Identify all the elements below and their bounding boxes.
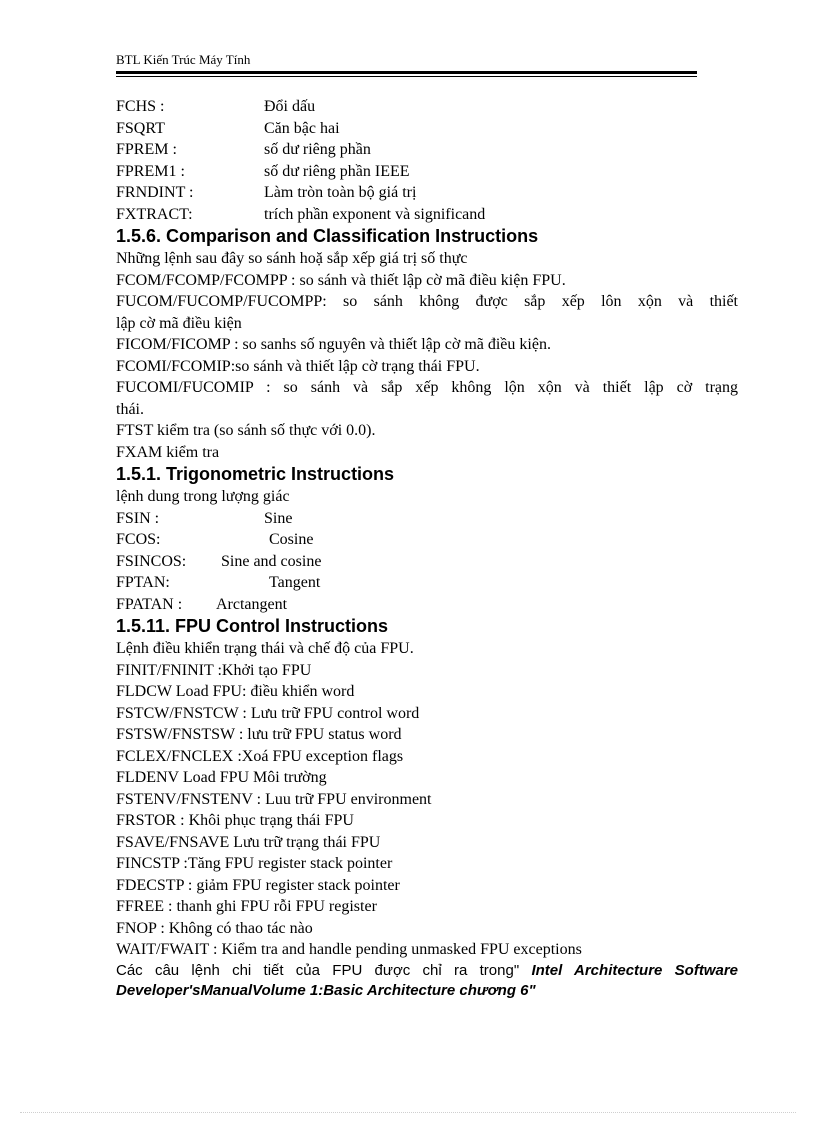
- list-item: FRNDINT : Làm tròn toàn bộ giá trị: [116, 184, 417, 201]
- list-item: FPREM1 : số dư riêng phần IEEE: [116, 162, 410, 180]
- section-heading-comparison: 1.5.6. Comparison and Classification Instructions: [116, 226, 539, 246]
- list-item: FPREM : số dư riêng phần: [116, 141, 371, 158]
- list-item: Lệnh điều khiển trạng thái và chế độ của FPU.: [116, 640, 414, 657]
- list-item: FSQRT Căn bậc hai: [116, 119, 340, 137]
- paragraph: lập cờ mã điều kiện: [116, 314, 242, 332]
- list-item: FSINCOS: Sine and cosine: [116, 552, 322, 570]
- list-item: FINIT/FNINIT :Khởi tạo FPU: [116, 661, 312, 679]
- list-item: FINCSTP :Tăng FPU register stack pointer: [116, 855, 393, 872]
- list-item: FSAVE/FNSAVE Lưu trữ trạng thái FPU: [116, 833, 381, 851]
- list-item: FRSTOR : Khôi phục trạng thái FPU: [116, 812, 354, 829]
- header-rule-thin: [116, 76, 697, 77]
- list-item: FSIN : Sine: [116, 509, 293, 527]
- footer-divider: [20, 1112, 796, 1113]
- closing-paragraph-cont: [116, 981, 738, 1001]
- paragraph: Những lệnh sau đây so sánh hoặ sắp xếp giá trị số thực: [116, 250, 468, 267]
- list-item: FCOS: Cosine: [116, 531, 314, 548]
- list-item: FLDCW Load FPU: điều khiển word: [116, 683, 355, 700]
- list-item: FPTAN: Tangent: [116, 574, 321, 591]
- paragraph: FUCOM/FUCOMP/FUCOMPP: so sánh không được sắp xếp lôn xộn và thiết: [116, 293, 738, 310]
- closing-paragraph: Các câu lệnh chi tiết của FPU được chỉ ra trong" Intel Architecture Software: [116, 961, 739, 979]
- list-item: FFREE : thanh ghi FPU rỗi FPU register: [116, 898, 377, 915]
- manual-reference-cont: Developer'sManualVolume 1:Basic Architecture chương 6": [116, 981, 536, 999]
- list-item: FPATAN : Arctangent: [116, 595, 288, 613]
- list-item: WAIT/FWAIT : Kiểm tra and handle pending unmasked FPU exceptions: [116, 941, 582, 958]
- list-item: FCLEX/FNCLEX :Xoá FPU exception flags: [116, 747, 404, 765]
- list-item: FDECSTP : giảm FPU register stack pointer: [116, 876, 400, 894]
- manual-reference: Intel Architecture Software: [531, 961, 739, 979]
- list-item: FXTRACT: trích phần exponent và significand: [116, 205, 486, 223]
- list-item: FSTCW/FNSTCW : Lưu trữ FPU control word: [116, 704, 420, 722]
- paragraph: thái.: [116, 400, 144, 418]
- list-item: FNOP : Không có thao tác nào: [116, 919, 313, 937]
- paragraph: FCOMI/FCOMIP:so sánh và thiết lập cờ trạng thái FPU.: [116, 357, 480, 375]
- list-item: FCHS : Đổi dấu: [116, 98, 316, 115]
- paragraph: FCOM/FCOMP/FCOMPP : so sánh và thiết lập cờ mã điều kiện FPU.: [116, 271, 566, 289]
- document-body: [116, 96, 738, 1001]
- list-item: FLDENV Load FPU Môi trường: [116, 769, 327, 786]
- section-heading-fpu-control: 1.5.11. FPU Control Instructions: [116, 616, 389, 636]
- paragraph: FTST kiểm tra (so sánh số thực với 0.0).: [116, 422, 376, 439]
- paragraph: FXAM kiểm tra: [116, 443, 220, 461]
- paragraph: FUCOMI/FUCOMIP : so sánh và sắp xếp không lộn xộn và thiết lập cờ trạng: [116, 379, 738, 396]
- list-item: FSTENV/FNSTENV : Luu trữ FPU environment: [116, 790, 432, 808]
- paragraph: FICOM/FICOMP : so sanhs số nguyên và thiết lập cờ mã điều kiện.: [116, 336, 551, 353]
- header-title: BTL Kiến Trúc Máy Tính: [116, 52, 251, 67]
- paragraph: lệnh dung trong lượng giác: [116, 488, 290, 505]
- list-item: FSTSW/FNSTSW : lưu trữ FPU status word: [116, 726, 402, 743]
- section-heading-trigonometric: 1.5.1. Trigonometric Instructions: [116, 464, 395, 484]
- header-rule-thick: [116, 71, 697, 74]
